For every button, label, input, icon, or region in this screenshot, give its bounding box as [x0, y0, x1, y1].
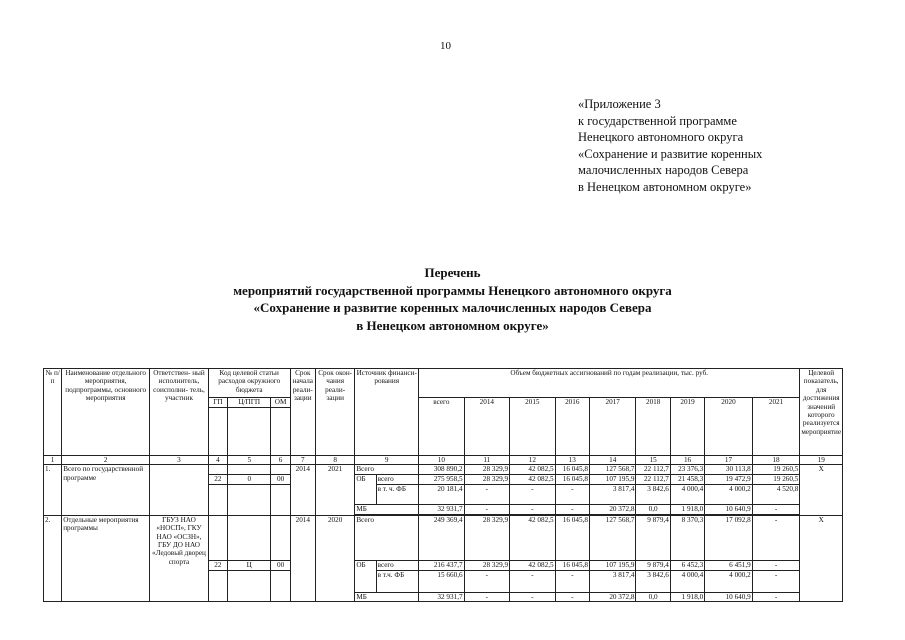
code-gp: 22 [208, 560, 227, 570]
appendix-line: к государственной программе [578, 113, 737, 128]
source-sub: всего [376, 475, 418, 485]
value-cell: 1 918,0 [670, 505, 704, 514]
col-number: 2 [62, 456, 150, 465]
value-cell: 42 082,5 [510, 560, 556, 570]
source-cell: Всего [355, 465, 419, 475]
value-cell: 3 817,4 [589, 485, 636, 505]
document-title [0, 264, 905, 334]
col-number: 18 [752, 456, 800, 465]
value-cell: 3 817,4 [589, 570, 636, 592]
header-source: Источник финанси- рования [355, 369, 419, 456]
source-sub: в т.ч. ФБ [376, 570, 418, 592]
value-cell: - [752, 505, 800, 514]
value-cell: 10 640,9 [705, 592, 753, 601]
value-cell: 30 113,8 [705, 465, 753, 475]
value-cell: 42 082,5 [510, 475, 556, 485]
value-cell: 10 640,9 [705, 505, 753, 514]
row-num: 2. [44, 515, 62, 601]
value-cell: 17 092,8 [705, 515, 753, 560]
row-start: 2014 [290, 515, 315, 601]
value-cell: 4 000,2 [705, 570, 753, 592]
title-line: в Ненецком автономном округе» [356, 317, 549, 333]
source-sub: в т. ч. ФБ [376, 485, 418, 505]
value-cell: - [510, 570, 556, 592]
value-cell: 249 369,4 [419, 515, 465, 560]
value-cell: - [752, 592, 800, 601]
value-cell: 15 660,6 [419, 570, 465, 592]
header-year-2021: 2021 [752, 398, 800, 456]
value-cell: 0,0 [636, 592, 670, 601]
value-cell: - [510, 592, 556, 601]
col-number: 7 [290, 456, 315, 465]
col-number: 16 [670, 456, 704, 465]
col-number: 10 [419, 456, 465, 465]
value-cell: 19 472,9 [705, 475, 753, 485]
header-year-2017: 2017 [589, 398, 636, 456]
value-cell: 3 842,6 [636, 485, 670, 505]
col-number: 3 [150, 456, 209, 465]
value-cell: 32 931,7 [419, 505, 465, 514]
value-cell: 16 045,8 [555, 560, 589, 570]
value-cell: - [555, 505, 589, 514]
value-cell: 6 452,3 [670, 560, 704, 570]
value-cell: 0,0 [636, 505, 670, 514]
header-code-ts: Ц/ПГП [228, 398, 271, 408]
col-number: 5 [228, 456, 271, 465]
value-cell: 4 000,4 [670, 485, 704, 505]
header-num: № п/п [44, 369, 62, 456]
code-gp: 22 [208, 475, 227, 485]
code-ts: 0 [228, 475, 271, 485]
value-cell: - [464, 592, 510, 601]
value-cell: - [555, 485, 589, 505]
col-number: 17 [705, 456, 753, 465]
col-number: 9 [355, 456, 419, 465]
header-end: Срок окон- чания реали- зации [315, 369, 354, 456]
activities-table [43, 368, 843, 602]
value-cell: 20 372,8 [589, 592, 636, 601]
value-cell: - [752, 570, 800, 592]
value-cell: 4 520,8 [752, 485, 800, 505]
value-cell: 216 437,7 [419, 560, 465, 570]
value-cell: - [555, 570, 589, 592]
title-line: мероприятий государственной программы Ненецкого автономного округа [233, 282, 672, 298]
title-line: «Сохранение и развитие коренных малочисленных народов Севера [253, 300, 652, 315]
value-cell: 6 451,9 [705, 560, 753, 570]
col-number: 4 [208, 456, 227, 465]
code-om: 00 [271, 560, 290, 570]
value-cell: 4 000,2 [705, 485, 753, 505]
value-cell: 308 890,2 [419, 465, 465, 475]
row-end: 2021 [315, 465, 354, 515]
source-cell: МБ [355, 592, 419, 601]
source-sub: всего [376, 560, 418, 570]
value-cell: 42 082,5 [510, 465, 556, 475]
value-cell: 42 082,5 [510, 515, 556, 560]
header-year-2018: 2018 [636, 398, 670, 456]
header-code-om: ОМ [271, 398, 290, 408]
code-ts: Ц [228, 560, 271, 570]
header-vol-total: всего [419, 398, 465, 456]
value-cell: 16 045,8 [555, 515, 589, 560]
source-cell: МБ [355, 505, 419, 514]
col-number: 11 [464, 456, 510, 465]
value-cell: 8 370,3 [670, 515, 704, 560]
col-number: 6 [271, 456, 290, 465]
value-cell: - [555, 592, 589, 601]
appendix-line: малочисленных народов Севера [578, 163, 749, 177]
table-row [44, 465, 843, 475]
value-cell: 23 376,3 [670, 465, 704, 475]
value-cell: 28 329,9 [464, 560, 510, 570]
row-end: 2020 [315, 515, 354, 601]
col-number: 8 [315, 456, 354, 465]
appendix-line: Ненецкого автономного округа [578, 130, 744, 144]
value-cell: 127 568,7 [589, 465, 636, 475]
header-year-2020: 2020 [705, 398, 753, 456]
header-volume-group: Объем бюджетных ассигнований по годам реализации, тыс. руб. [419, 369, 800, 398]
value-cell: 20 181,4 [419, 485, 465, 505]
value-cell: - [510, 505, 556, 514]
value-cell: 21 458,3 [670, 475, 704, 485]
header-year-2015: 2015 [510, 398, 556, 456]
value-cell: 275 958,5 [419, 475, 465, 485]
col-number: 12 [510, 456, 556, 465]
value-cell: 32 931,7 [419, 592, 465, 601]
page-number: 10 [440, 40, 451, 52]
col-number: 15 [636, 456, 670, 465]
value-cell: 107 195,9 [589, 560, 636, 570]
value-cell: 19 260,5 [752, 475, 800, 485]
header-year-2016: 2016 [555, 398, 589, 456]
value-cell: 28 329,9 [464, 515, 510, 560]
source-cell: Всего [355, 515, 419, 560]
appendix-line: в Ненецком автономном округе» [578, 179, 752, 194]
row-start: 2014 [290, 465, 315, 515]
col-number: 13 [555, 456, 589, 465]
value-cell: 22 112,7 [636, 475, 670, 485]
header-executor: Ответствен- ный исполнитель, соисполни- тель, участник [150, 369, 209, 456]
value-cell: 20 372,8 [589, 505, 636, 514]
header-start: Срок начала реали- зации [290, 369, 315, 456]
header-year-2019: 2019 [670, 398, 704, 456]
value-cell: - [464, 505, 510, 514]
appendix-note [578, 96, 762, 195]
value-cell: 9 879,4 [636, 515, 670, 560]
value-cell: 16 045,8 [555, 475, 589, 485]
col-number: 1 [44, 456, 62, 465]
value-cell: 16 045,8 [555, 465, 589, 475]
value-cell: 1 918,0 [670, 592, 704, 601]
header-code-gp: ГП [208, 398, 227, 408]
value-cell: - [464, 570, 510, 592]
value-cell: 28 329,9 [464, 475, 510, 485]
value-cell: - [510, 485, 556, 505]
header-year-2014: 2014 [464, 398, 510, 456]
table-row [44, 515, 843, 560]
value-cell: 107 195,9 [589, 475, 636, 485]
appendix-line: «Сохранение и развитие коренных [578, 146, 763, 161]
header-indicator: Целевой показатель, для достижения значений которого реализуется мероприятие [800, 369, 843, 456]
code-om: 00 [271, 475, 290, 485]
appendix-line: «Приложение 3 [578, 97, 661, 111]
header-name: Наименование отдельного мероприятия, подпрограммы, основного мероприятия [62, 369, 150, 456]
value-cell: 127 568,7 [589, 515, 636, 560]
value-cell: 3 842,6 [636, 570, 670, 592]
value-cell: 28 329,9 [464, 465, 510, 475]
col-number: 19 [800, 456, 843, 465]
row-name: Всего по государственной программе [62, 465, 150, 515]
title-line: Перечень [424, 265, 481, 280]
source-cell: ОБ [355, 560, 376, 592]
value-cell: - [752, 560, 800, 570]
col-number: 14 [589, 456, 636, 465]
row-num: 1. [44, 465, 62, 515]
value-cell: - [752, 515, 800, 560]
value-cell: 4 000,4 [670, 570, 704, 592]
row-executor: ГБУЗ НАО «НОСП», ГКУ НАО «ОСЗН», ГБУ ДО НАО «Ледовый дворец спорта [150, 515, 209, 601]
header-code-group: Код целевой статьи расходов окружного бюджета [208, 369, 290, 398]
source-cell: ОБ [355, 475, 376, 505]
row-name: Отдельные мероприятия программы [62, 515, 150, 601]
value-cell: - [464, 485, 510, 505]
value-cell: 9 879,4 [636, 560, 670, 570]
row-indicator: X [800, 515, 843, 601]
value-cell: 19 260,5 [752, 465, 800, 475]
row-executor [150, 465, 209, 515]
row-indicator: X [800, 465, 843, 515]
value-cell: 22 112,7 [636, 465, 670, 475]
